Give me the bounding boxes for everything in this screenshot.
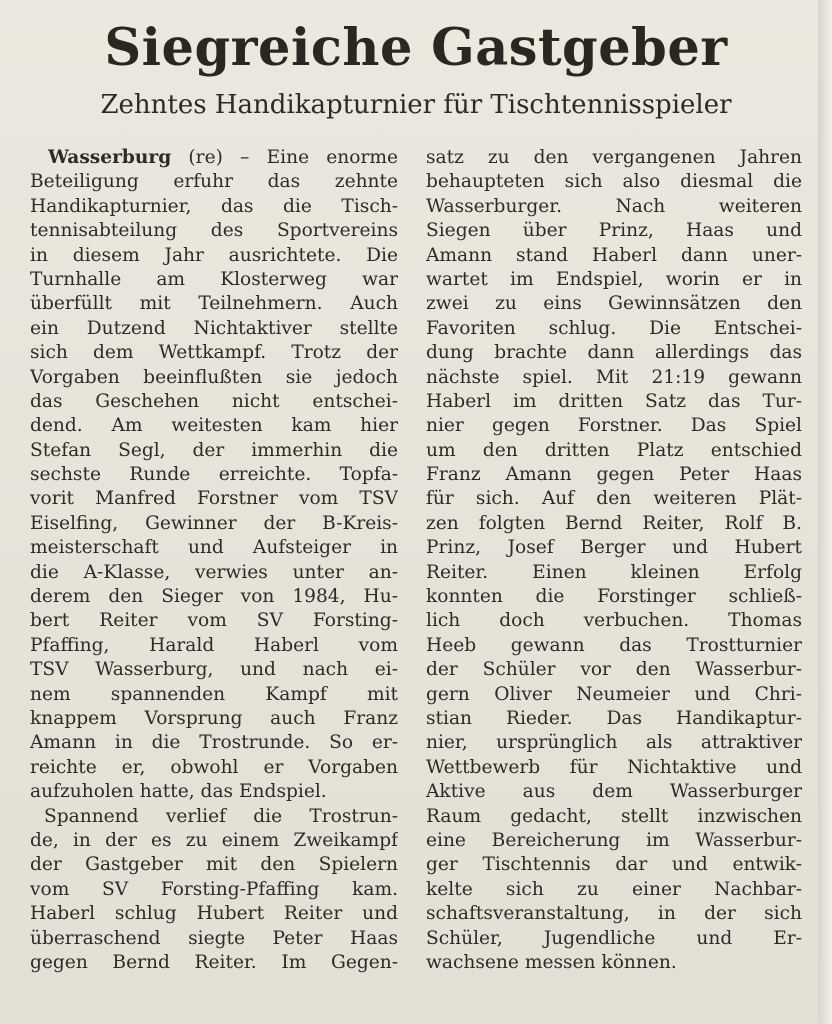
text-line: Favoriten schlug. Die Entschei- [426, 317, 802, 339]
text-line: satz zu den vergangenen Jahren [426, 147, 802, 168]
text-line-content: (re) – Eine enorme [171, 147, 398, 168]
text-line: vom SV Forsting-Pfaffing kam. [30, 878, 398, 900]
text-line: Amann in die Trostrunde. So er- [30, 732, 398, 754]
text-line: Heeb gewann das Trostturnier [426, 634, 802, 656]
article-column-right [426, 146, 802, 975]
dateline: Wasserburg [48, 147, 172, 168]
text-line: um den dritten Platz entschied [426, 439, 802, 461]
text-line: dung brachte dann allerdings das [426, 342, 802, 364]
text-line: der Schüler vor den Wasserbur- [426, 659, 802, 681]
text-line: Turnhalle am Klosterweg war [30, 268, 398, 290]
text-line: Schüler, Jugendliche und Er- [426, 927, 802, 949]
text-line: Vorgaben beeinflußten sie jedoch [30, 366, 398, 388]
text-line: knappem Vorsprung auch Franz [30, 707, 398, 729]
text-line: lich doch verbuchen. Thomas [426, 610, 802, 632]
text-line: Franz Amann gegen Peter Haas [426, 464, 802, 486]
text-line: behaupteten sich also diesmal die [426, 171, 802, 193]
subheadline: Zehntes Handikapturnier für Tischtennisspieler [100, 90, 732, 120]
text-line: gegen Bernd Reiter. Im Gegen- [30, 951, 398, 973]
paper-edge [818, 0, 832, 1024]
text-line: Handikapturnier, das die Tisch- [30, 195, 398, 217]
text-line: ger Tischtennis dar und entwik- [426, 854, 802, 876]
text-line: zwei zu eins Gewinnsätzen den [426, 293, 802, 315]
text-line: Spannend verlief die Trostrun- [44, 805, 398, 827]
text-line: für sich. Auf den weiteren Plät- [426, 488, 802, 510]
text-line: nier, ursprünglich als attraktiver [426, 732, 802, 754]
text-line: überraschend siegte Peter Haas [30, 927, 398, 949]
text-line: tennisabteilung des Sportvereins [30, 220, 398, 242]
text-line: konnten die Forstinger schließ- [426, 586, 802, 608]
text-line: Aktive aus dem Wasserburger [426, 781, 802, 803]
text-line: kelte sich zu einer Nachbar- [426, 878, 802, 900]
text-line: das Geschehen nicht entschei- [30, 390, 398, 412]
text-line: Beteiligung erfuhr das zehnte [30, 171, 398, 193]
text-line: sechste Runde erreichte. Topfa- [30, 464, 398, 486]
text-line: die A-Klasse, verwies unter an- [30, 561, 398, 583]
text-line: Raum gedacht, stellt inzwischen [426, 805, 802, 827]
text-line: Amann stand Haberl dann uner- [426, 244, 802, 266]
text-line: sich dem Wettkampf. Trotz der [30, 342, 398, 364]
text-line: TSV Wasserburg, und nach ei- [30, 659, 398, 681]
text-line: Wasserburger. Nach weiteren [426, 195, 802, 217]
text-line: Haberl schlug Hubert Reiter und [30, 903, 398, 925]
text-line: aufzuholen hatte, das Endspiel. [30, 781, 327, 803]
text-line: vorit Manfred Forstner vom TSV [30, 488, 398, 510]
text-line: Pfaffing, Harald Haberl vom [30, 634, 398, 656]
text-line: Reiter. Einen kleinen Erfolg [426, 561, 802, 583]
text-line: gern Oliver Neumeier und Chri- [426, 683, 802, 705]
text-line: wachsene messen können. [426, 951, 677, 973]
text-line: derem den Sieger von 1984, Hu- [30, 586, 398, 608]
text-line: ein Dutzend Nichtaktiver stellte [30, 317, 398, 339]
text-line: schaftsveranstaltung, in der sich [426, 903, 802, 925]
article-column-left [30, 146, 398, 975]
text-line: zen folgten Bernd Reiter, Rolf B. [426, 512, 802, 534]
text-line: dend. Am weitesten kam hier [30, 415, 398, 437]
text-line: nem spannenden Kampf mit [30, 683, 398, 705]
text-line: Stefan Segl, der immerhin die [30, 439, 398, 461]
text-line: der Gastgeber mit den Spielern [30, 854, 398, 876]
text-line: in diesem Jahr ausrichtete. Die [30, 244, 398, 266]
headline: Siegreiche Gastgeber [104, 18, 728, 78]
text-line: meisterschaft und Aufsteiger in [30, 537, 398, 559]
text-line: wartet im Endspiel, worin er in [426, 268, 802, 290]
text-line: überfüllt mit Teilnehmern. Auch [30, 293, 398, 315]
text-line [30, 146, 398, 170]
text-line: nier gegen Forstner. Das Spiel [426, 415, 802, 437]
text-line: Haberl im dritten Satz das Tur- [426, 390, 802, 412]
text-line: Eiselfing, Gewinner der B-Kreis- [30, 512, 398, 534]
text-line: bert Reiter vom SV Forsting- [30, 610, 398, 632]
text-line: Prinz, Josef Berger und Hubert [426, 537, 802, 559]
text-line: Siegen über Prinz, Haas und [426, 220, 802, 242]
text-line: nächste spiel. Mit 21:19 gewann [426, 366, 802, 388]
text-line: Wettbewerb für Nichtaktive und [426, 756, 802, 778]
text-line: stian Rieder. Das Handikaptur- [426, 707, 802, 729]
text-line: eine Bereicherung im Wasserbur- [426, 829, 802, 851]
text-line: reichte er, obwohl er Vorgaben [30, 756, 398, 778]
text-line: de, in der es zu einem Zweikampf [30, 829, 398, 851]
